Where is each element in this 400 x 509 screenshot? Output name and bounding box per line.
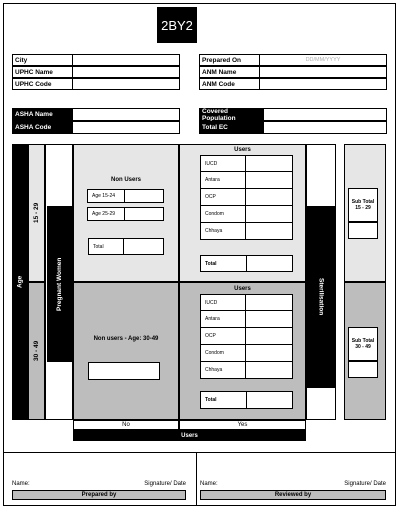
info-row-anm-name [199, 66, 387, 78]
anm-name-field[interactable] [260, 66, 387, 78]
anm-code-field[interactable] [260, 78, 387, 90]
info-row-uphc-name [12, 66, 180, 78]
field-label: UPHC Code [12, 78, 73, 90]
age-group-30-49-label: 30 - 49 [28, 282, 45, 420]
city-field[interactable] [73, 54, 180, 66]
non-users-30-49-quadrant [73, 282, 179, 420]
method-row-chhaya [200, 223, 293, 240]
users-axis-label: Users [73, 430, 306, 441]
field-label: City [12, 54, 73, 66]
field-label: UPHC Name [12, 66, 73, 78]
sub-total-30-49-label: Sub Total 30 - 49 [348, 327, 378, 361]
prepared-by-signature-label: Signature/ Date [144, 481, 186, 487]
users-30-49-title: Users [234, 286, 251, 292]
non-users-age-15-24-field[interactable] [124, 189, 164, 203]
users-30-49-total-row [200, 391, 293, 409]
ocp-count-field[interactable] [246, 189, 293, 206]
method-label: Condom [200, 206, 246, 223]
no-column-label: No [73, 420, 179, 430]
age-group-15-29-label: 15 - 29 [28, 144, 45, 282]
info-row-asha-name [12, 108, 180, 121]
field-label: ASHA Code [12, 121, 73, 134]
field-label: Prepared On [199, 54, 260, 66]
method-row-antara [200, 172, 293, 189]
condom-count-field[interactable] [246, 206, 293, 223]
field-label: Covered Population [199, 108, 264, 121]
yes-column-label: Yes [179, 420, 306, 430]
method-row-condom [200, 345, 293, 362]
non-users-age-25-29-field[interactable] [124, 207, 164, 221]
chhaya-count-field[interactable] [246, 362, 293, 379]
uphc-name-field[interactable] [73, 66, 180, 78]
method-row-chhaya [200, 362, 293, 379]
users-30-49-total-field[interactable] [247, 392, 292, 408]
info-row-covered-population [199, 108, 387, 121]
info-row-city [12, 54, 180, 66]
asha-name-field[interactable] [73, 108, 180, 121]
method-label: IUCD [200, 155, 246, 172]
method-label: Chhaya [200, 223, 246, 240]
reviewed-by-name-label: Name: [200, 481, 218, 487]
info-row-anm-code [199, 78, 387, 90]
method-row-iucd [200, 155, 293, 172]
method-row-condom [200, 206, 293, 223]
non-users-title: Non Users [110, 177, 141, 183]
population-info-block [199, 108, 387, 134]
users-30-49-method-table [200, 294, 293, 379]
iucd-count-field[interactable] [246, 155, 293, 172]
users-total-label: Total [201, 256, 247, 271]
antara-count-field[interactable] [246, 311, 293, 328]
non-users-age-25-29-label: Age 25-29 [87, 207, 125, 221]
users-total-label: Total [201, 392, 247, 408]
method-label: OCP [200, 189, 246, 206]
sub-total-30-49-field[interactable] [348, 361, 378, 378]
reviewed-by-caption: Reviewed by [200, 490, 386, 500]
chhaya-count-field[interactable] [246, 223, 293, 240]
method-row-antara [200, 311, 293, 328]
method-label: IUCD [200, 294, 246, 311]
location-info-block [12, 54, 180, 90]
method-label: Chhaya [200, 362, 246, 379]
non-users-30-49-field[interactable] [88, 362, 160, 380]
reviewed-by-signature-label: Signature/ Date [344, 481, 386, 487]
info-row-uphc-code [12, 78, 180, 90]
uphc-code-field[interactable] [73, 78, 180, 90]
info-row-asha-code [12, 121, 180, 134]
non-users-age-15-24-label: Age 15-24 [87, 189, 125, 203]
method-label: Antara [200, 172, 246, 189]
prepared-on-field[interactable]: DD/MM/YYYY [260, 54, 387, 66]
info-row-prepared-on [199, 54, 387, 66]
sub-total-15-29-field[interactable] [348, 222, 378, 239]
method-label: Condom [200, 345, 246, 362]
field-label: Total EC [199, 121, 264, 134]
covered-population-field[interactable] [264, 108, 387, 121]
method-row-iucd [200, 294, 293, 311]
method-label: OCP [200, 328, 246, 345]
antara-count-field[interactable] [246, 172, 293, 189]
asha-code-field[interactable] [73, 121, 180, 134]
method-row-ocp [200, 189, 293, 206]
field-label: ASHA Name [12, 108, 73, 121]
non-users-total-label: Total [88, 238, 124, 255]
field-label: ANM Name [199, 66, 260, 78]
footer-divider [4, 452, 395, 453]
age-axis-label: Age [12, 144, 28, 420]
form-code-badge: 2BY2 [157, 7, 197, 43]
sub-total-15-29-label: Sub Total 15 - 29 [348, 188, 378, 222]
condom-count-field[interactable] [246, 345, 293, 362]
total-ec-field[interactable] [264, 121, 387, 134]
non-users-total-field[interactable] [123, 238, 164, 255]
prepared-by-caption: Prepared by [12, 490, 186, 500]
non-users-30-49-title: Non users - Age: 30-49 [93, 336, 159, 342]
sterilisation-label: Sterilisation [307, 206, 335, 388]
preparer-info-block [199, 54, 387, 90]
field-label: ANM Code [199, 78, 260, 90]
ocp-count-field[interactable] [246, 328, 293, 345]
method-label: Antara [200, 311, 246, 328]
users-15-29-total-row [200, 255, 293, 272]
asha-info-block [12, 108, 180, 134]
users-15-29-total-field[interactable] [247, 256, 292, 271]
users-15-29-title: Users [234, 147, 251, 153]
users-15-29-method-table [200, 155, 293, 240]
prepared-by-name-label: Name: [12, 481, 30, 487]
iucd-count-field[interactable] [246, 294, 293, 311]
footer-separator [196, 452, 197, 505]
info-row-total-ec [199, 121, 387, 134]
method-row-ocp [200, 328, 293, 345]
pregnant-women-label: Pregnant Women [47, 206, 72, 362]
